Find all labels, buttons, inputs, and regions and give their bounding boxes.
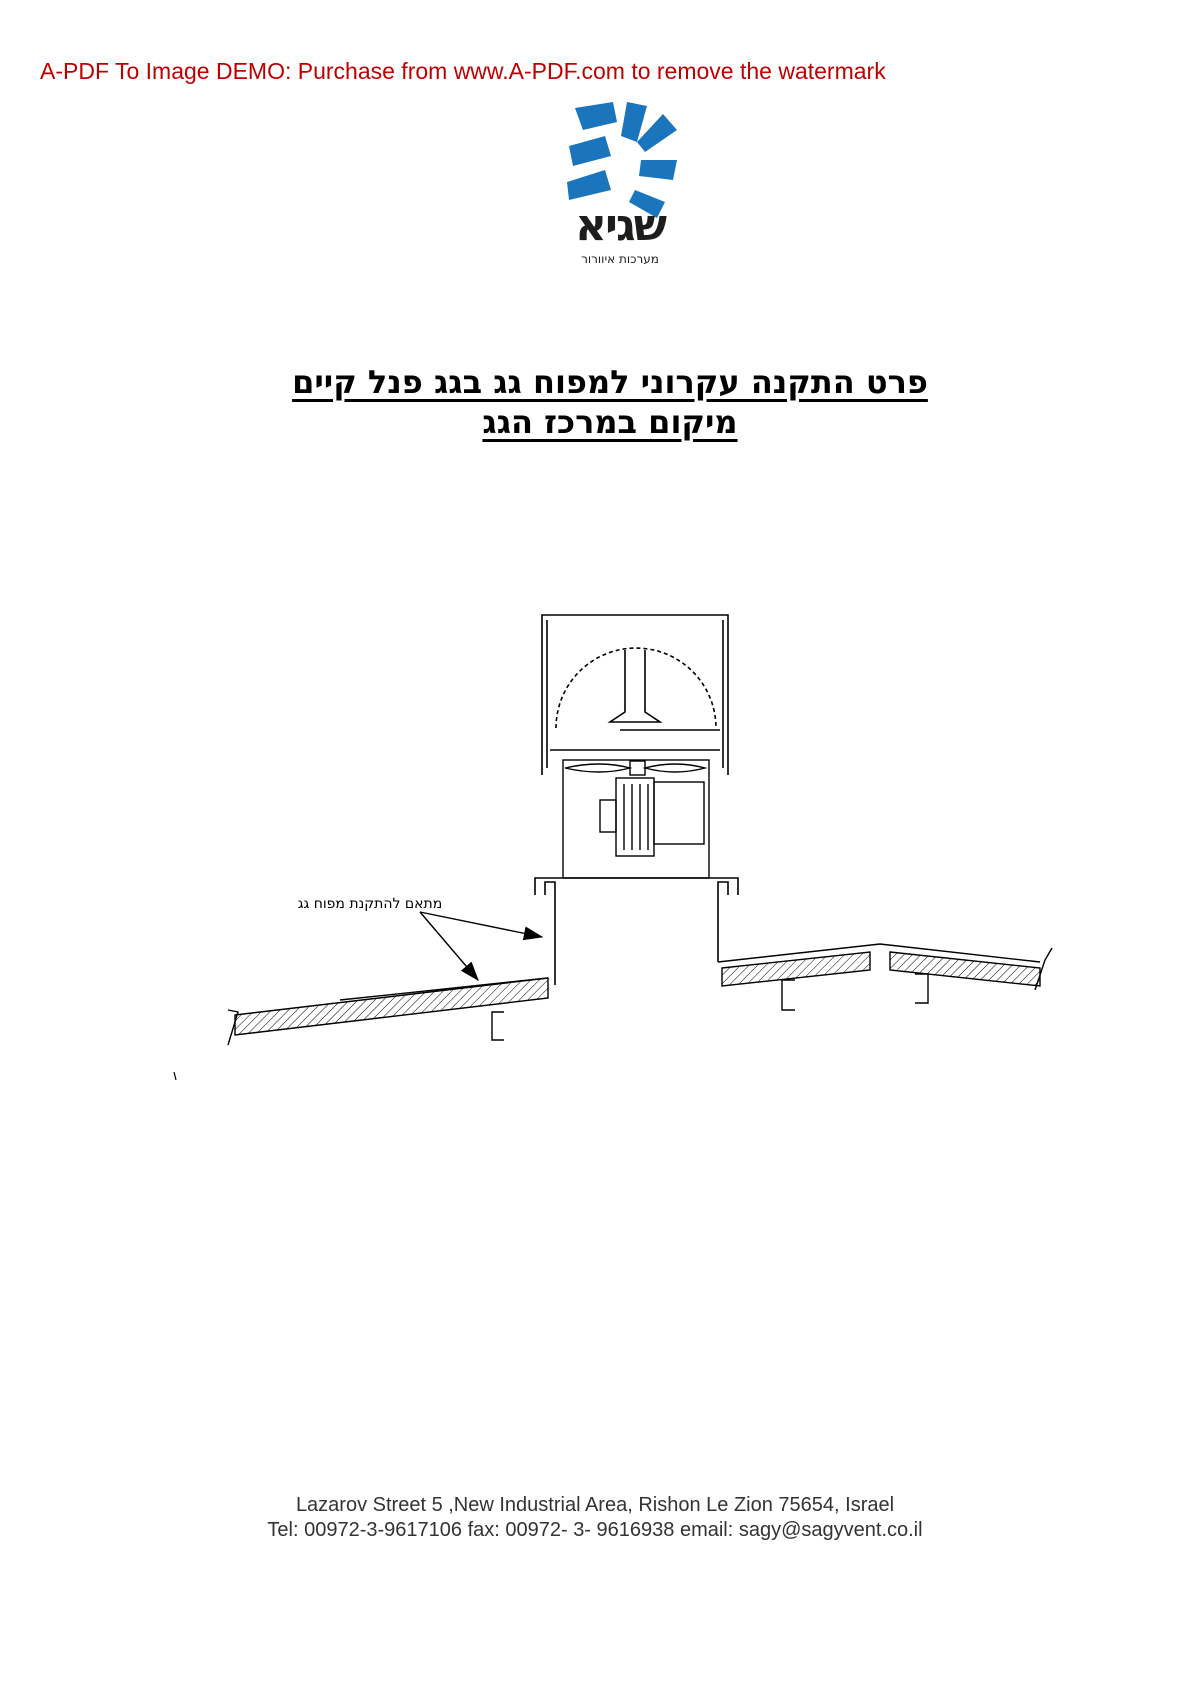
roof-panel-right bbox=[718, 944, 1052, 1010]
fan-impeller bbox=[565, 761, 705, 775]
callout-arrows bbox=[420, 912, 542, 980]
logo-tagline: מערכות איוורור bbox=[581, 252, 659, 266]
page-title-line1: פרט התקנה עקרוני למפוח גג בגג פנל קיים bbox=[292, 363, 928, 401]
fan-motor bbox=[563, 760, 709, 878]
fan-hood bbox=[542, 615, 728, 775]
watermark-text: A-PDF To Image DEMO: Purchase from www.A-PDF.com to remove the watermark bbox=[40, 58, 886, 84]
page-title-line2: מיקום במרכז הגג bbox=[482, 403, 738, 441]
page-edge-mark bbox=[174, 1072, 176, 1080]
footer-contact: Tel: 00972-3-9617106 fax: 00972- 3- 9616938 email: sagy@sagyvent.co.il bbox=[267, 1519, 923, 1541]
footer-address: Lazarov Street 5 ,New Industrial Area, Rishon Le Zion 75654, Israel bbox=[295, 1494, 895, 1516]
logo-name: שגיא bbox=[574, 200, 665, 251]
roof-curb-adapter bbox=[535, 878, 738, 985]
roof-panel-left bbox=[228, 978, 548, 1045]
adapter-callout-label: מתאם להתקנת מפוח גג bbox=[297, 896, 443, 912]
